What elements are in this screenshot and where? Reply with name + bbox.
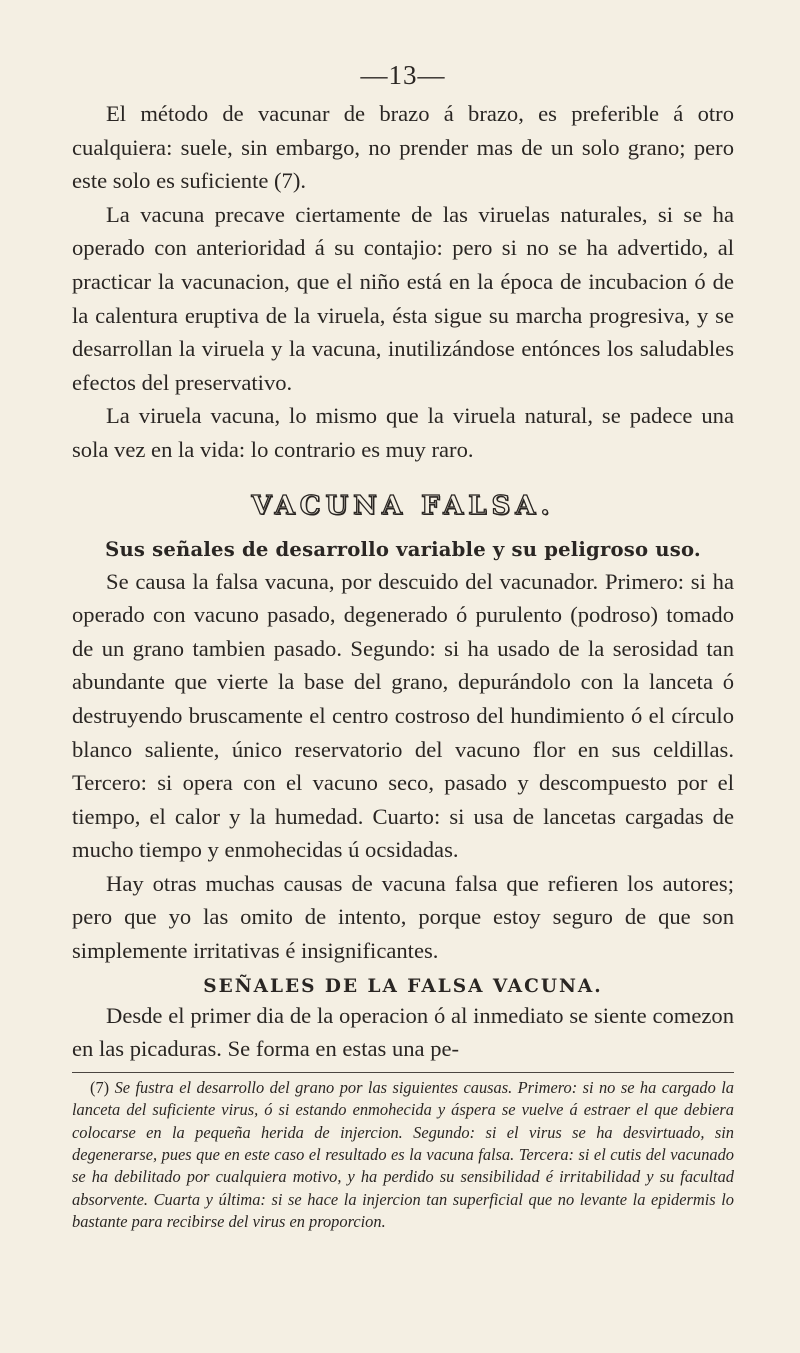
paragraph: La viruela vacuna, lo mismo que la viruela natural, se padece una sola vez en la vida: lo contrario es muy raro. bbox=[72, 403, 734, 462]
section-heading: SEÑALES DE LA FALSA VACUNA. bbox=[203, 975, 603, 997]
paragraph: El método de vacunar de brazo á brazo, es preferible á otro cualquiera: suele, sin embargo, no prender mas de un solo grano; pero este solo es suficiente (7). bbox=[72, 101, 734, 194]
paragraph: Desde el primer dia de la operacion ó al inmediato se siente comezon en las picaduras. Se forma en estas una pe- bbox=[72, 1002, 734, 1062]
footnote bbox=[72, 1077, 734, 1234]
paragraph: La vacuna precave ciertamente de las viruelas naturales, si se ha operado con anterioridad á su contajio: pero si no se ha advertido, al practicar la vacunacion, que el niño está en la época de incubacion ó de la calentura eruptiva de la viruela, ésta sigue su marcha progresiva, y se desarrollan la viruela y la vacuna, inutilizándose entónces los saludables efectos del preservativo. bbox=[72, 201, 734, 395]
footnote-text: Se fustra el desarrollo del grano por las siguientes causas. Primero: si no se ha cargado la lanceta del suficiente virus, ó si estando enmohecida y áspera se vuelve á estraer el que debiera colocarse en la pequeña herida de injercion. Segundo: si el virus se ha desvirtuado, sin degenerarse, pues que en este caso el resultado es la vacuna falsa. Tercera: si el cutis del vacunado se ha debilitado por cualquiera motivo, y ha perdido su sensibilidad é irritabilidad y su facultad absorvente. Cuarta y última: si se hace la injercion tan superficial que no levante la epidermis lo bastante para recibirse del virus en proporcion. bbox=[72, 1077, 734, 1232]
footnote-divider bbox=[72, 1072, 734, 1073]
book-page bbox=[72, 60, 734, 1234]
page-number: —13— bbox=[360, 60, 446, 90]
paragraph: Se causa la falsa vacuna, por descuido del vacunador. Primero: si ha operado con vacuno pasado, degenerado ó purulento (podroso) tomado de un grano tambien pasado. Segundo: si ha usado de la serosidad tan abundante que vierte la base del grano, depurándolo con la lanceta ó destruyendo bruscamente el centro costroso del hundimiento ó el círculo blanco saliente, único reservatorio del vacuno flor en sus celdillas. Tercero: si opera con el vacuno seco, pasado y descompuesto por el tiempo, el calor y la humedad. Cuarto: si usa de lancetas cargadas de mucho tiempo y enmohecidas ú ocsidadas. bbox=[72, 568, 734, 863]
section-title-decorative: VACUNA FALSA. bbox=[251, 490, 555, 521]
footnote-mark: (7) bbox=[90, 1077, 110, 1097]
section-subtitle: Sus señales de desarrollo variable y su peligroso uso. bbox=[105, 537, 701, 561]
paragraph: Hay otras muchas causas de vacuna falsa que refieren los autores; pero que yo las omito de intento, porque estoy seguro de que son simplemente irritativas é insignificantes. bbox=[72, 870, 734, 964]
